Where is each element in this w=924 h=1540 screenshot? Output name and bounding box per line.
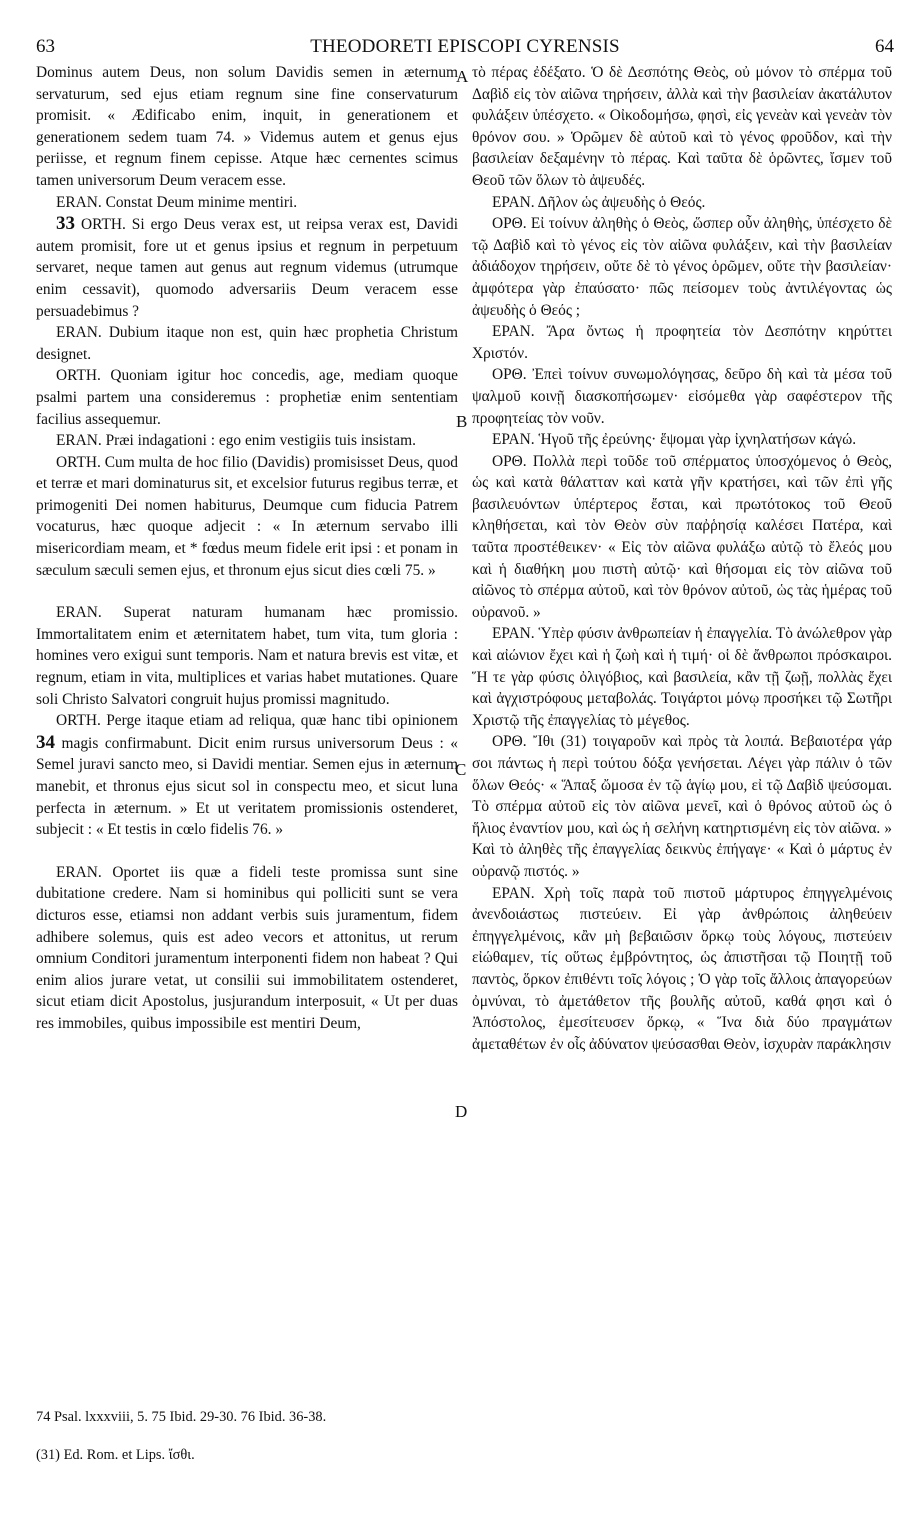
greek-paragraph: ΕΡΑΝ. Δῆλον ὡς ἀψευδὴς ὁ Θεός. (492, 193, 706, 211)
footnote-line: (31) Ed. Rom. et Lips. ἴσθι. (36, 1447, 195, 1463)
latin-paragraph: ERAN. Superat naturam humanam hæc promissio. Immortalitatem enim et æternitatem habet, tum vita, tum gloria : homines vero exigui sunt temporis. Nam et natura brevis est vitæ, et regnum, etiam in vita, multiplices et varias habet mutationes. Quare soli Christo Salvatori congruit hujus promissi magnitudo. (36, 604, 458, 708)
greek-paragraph: ΕΡΑΝ. Ἡγοῦ τῆς ἐρεύνης· ἕψομαι γὰρ ἰχνηλατήσων κάγώ. (492, 431, 857, 449)
footnotes (36, 1406, 906, 1466)
greek-paragraph: ΟΡΘ. Ἐπεὶ τοίνυν συνωμολόγησας, δεῦρο δὴ καὶ τὰ μέσα τοῦ ψαλμοῦ κοινῇ διασκοπήσωμεν· εἰσόμεθα γὰρ σαφέστερον τῆς προφητείας τὸν νοῦν. (472, 366, 892, 427)
greek-paragraph: ΕΡΑΝ. Ἄρα ὄντως ἡ προφητεία τὸν Δεσπότην κηρύττει Χριστόν. (472, 323, 892, 362)
greek-paragraph: ΟΡΘ. Πολλὰ περὶ τοῦδε τοῦ σπέρματος ὑποσχόμενος ὁ Θεὸς, ὡς καὶ κατὰ θάλατταν καὶ κατὰ γῆν κρατήσει, καὶ τῶν ἐπὶ γῆς βασιλευόντων ὑπέρτερος ἔσται, καὶ πρωτότοκος τοῦ Θεοῦ κληθήσεται, καὶ τὸν Θεὸν σὺν παῤῥησίᾳ καλέσει Πατέρα, καὶ ταῦτα προστέθεικεν· « Εἰς τὸν αἰῶνα φυλάξω αὐτῷ τὸ ἔλεός μου καὶ ἡ διαθήκη μου πιστὴ αὐτῷ· καὶ θήσομαι εἰς τὸν αἰῶνα τοῦ αἰῶνος τὸ σπέρμα αὐτοῦ, καὶ τὸν θρόνον αὐτοῦ, ὡς τὰς ἡμέρας τοῦ οὐρανοῦ. » (472, 452, 892, 621)
greek-paragraph: τὸ πέρας ἐδέξατο. Ὁ δὲ Δεσπότης Θεὸς, οὐ μόνον τὸ σπέρμα τοῦ Δαβὶδ εἰς τὸν αἰῶνα τηρήσειν, ἀλλὰ καὶ τὴν βασιλείαν ἀκατάλυτον φυλάξειν ὑπέσχετο. « Οἰκοδομήσω, φησὶ, εἰς γενεὰν καὶ γενεὰν τὸν θρόνον σου. » Ὁρῶμεν δὲ αὐτοῦ καὶ τὸ γένος φροῦδον, καὶ τὴν βασιλείαν δεξαμένην τὸ πέρας. Καὶ ταῦτα δὲ ὁρῶντες, ἴσμεν τοῦ Θεοῦ τῶν ὅλων τὸ ἀψευδές. (472, 64, 892, 189)
page-number-left: 63 (36, 36, 55, 57)
footnote-line: 74 Psal. lxxxviii, 5. 75 Ibid. 29-30. 76 Ibid. 36-38. (36, 1409, 327, 1425)
margin-letter-c: C (455, 760, 467, 779)
latin-paragraph: ERAN. Oportet iis quæ a fideli teste promissa sunt sine dubitatione credere. Nam si hominibus qui polliciti sunt se vera dicturos esse, etiamsi non addant verbis suis juramentum, fidem adhibere solemus, quis est adeo vecors et attonitus, ut rerum omnium Conditori juramentum interponenti fidem non habeat ? Qui enim alios jurare vetat, ut consilii sui immobilitatem ostenderet, sicut etiam dicit Apostolus, jusjurandum interposuit, « Ut per duas res immobiles, quibus impossibile est mentiri Deum, (36, 863, 458, 1032)
latin-column (36, 62, 458, 1398)
margin-letter-b: B (456, 412, 468, 431)
latin-paragraph: ORTH. Quoniam igitur hoc concedis, age, mediam quoque psalmi partem una consideremus : prophetiæ enim sententiam facilius assequemur. (36, 367, 458, 428)
greek-paragraph: ΟΡΘ. Ἴθι (31) τοιγαροῦν καὶ πρὸς τὰ λοιπά. Βεβαιοτέρα γάρ σοι πάντως ἡ περὶ τούτου δόξα γενήσεται. Λέγει γὰρ πάλιν ὁ τῶν ὅλων Θεός· « Ἅπαξ ὤμοσα ἐν τῷ ἁγίῳ μου, εἰ τῷ Δαβὶδ ψεύσομαι. Τὸ σπέρμα αὐτοῦ εἰς τὸν αἰῶνα μενεῖ, καὶ ὁ θρόνος αὐτοῦ ὡς ὁ ἥλιος ἐναντίον μου, καὶ ὡς ἡ σελήνη κατηρτισμένη εἰς τὸν αἰῶνα. » Καὶ τὸ ἀληθὲς τῆς ἐπαγγελίας δεικνὺς ἐπήγαγε· « Καὶ ὁ μάρτυς ἐν οὐρανῷ πιστός. » (472, 733, 892, 880)
margin-letter-a: A (456, 67, 469, 86)
latin-paragraph-text: ORTH. Perge itaque etiam ad reliqua, quæ hanc tibi opinionem (56, 712, 458, 730)
section-number: 34 (36, 731, 55, 753)
latin-paragraph: ERAN. Constat Deum minime mentiri. (56, 193, 298, 211)
spacer (36, 841, 458, 862)
greek-paragraph: ΕΡΑΝ. Χρὴ τοῖς παρὰ τοῦ πιστοῦ μάρτυρος ἐπηγγελμένοις ἀνενδοιάστως πιστεύειν. Εἰ γὰρ ἀνθρώποις ἀληθεύειν ἐπηγγελμένοις, κἂν μὴ βεβαιῶσιν ὅρκῳ τοὺς λόγους, πιστεύειν εἰώθαμεν, τίς οὕτως ἐμβρόντητος, ὡς ἀπιστῆσαι τῷ Ποιητῇ τοῦ παντὸς, ὅρκον ἐπιθέντι τοῖς λόγοις ; Ὁ γὰρ τοῖς ἄλλοις ἀπαγορεύων ὀμνύναι, τὸ ἀμετάθετον τῆς βουλῆς αὐτοῦ, καθά φησι καὶ ὁ Ἀπόστολος, ἐμεσίτευσεν ὅρκῳ, « Ἵνα διὰ δύο πραγμάτων ἀμεταθέτων ἐν οἷς ἀδύνατον ψεύσασθαι Θεὸν, ἰσχυρὰν παράκλησιν (472, 884, 892, 1053)
latin-paragraph: ERAN. Præi indagationi : ego enim vestigiis tuis insistam. (56, 432, 416, 450)
latin-paragraph: ERAN. Dubium itaque non est, quin hæc prophetia Christum designet. (36, 324, 458, 363)
margin-letter-d: D (455, 1102, 468, 1121)
latin-paragraph: Dominus autem Deus, non solum Davidis semen in æternum servaturum, sed ejus etiam regnum sine fine conservaturum promisit. « Ædificabo enim, inquit, in generationem et generationem sedem tuam 74. » Videmus autem et genus ejus periisse, et regnum finem cepisse. Atque hæc cernentes scimus tamen universorum Deum veracem esse. (36, 64, 458, 189)
latin-paragraph (36, 213, 458, 322)
latin-paragraph-text: magis confirmabunt. Dicit enim rursus universorum Deus : « Semel juravi sancto meo, si Davidi mentiar. Semen ejus in æternum manebit, et thronus ejus sicut sol in conspectu meo, et sicut luna perfecta in æternum. » Et ut veritatem promissionis ostenderet, subjecit : « Et testis in cœlo fidelis 76. » (36, 734, 458, 839)
section-number: 33 (56, 213, 75, 235)
latin-paragraph: ORTH. Cum multa de hoc filio (Davidis) promisisset Deus, quod et terræ et mari dominaturus sit, et excelsior futurus regibus terræ, et primogeniti Dei nomen habiturus, Deumque cum fiducia Patrem vocaturus, hæc quoque adjecit : « In æternum servabo illi misericordiam meam, et * fœdus meum fidele erit ipsi : et ponam in sæculum sæculi semen ejus, et thronum ejus sicut dies cœli 75. » (36, 453, 458, 579)
spacer (36, 581, 458, 602)
greek-paragraph: ΟΡΘ. Εἰ τοίνυν ἀληθὴς ὁ Θεὸς, ὥσπερ οὖν ἀληθὴς, ὑπέσχετο δὲ τῷ Δαβὶδ καὶ τὸ γένος εἰς τὸν αἰῶνα φυλάξειν, καὶ τὴν βασιλείαν ἀδιάδοχον τηρήσειν, οὔτε δὲ τὸ γένος ὁρῶμεν, οὔτε τὴν βασιλείαν· ἀμφότερα γὰρ ἐπαύσατο· πῶς πείσομεν τοὺς ἀντιλέγοντας ὡς ἀψευδὴς ὁ Θεός ; (472, 215, 892, 319)
page-number-right: 64 (875, 36, 894, 57)
greek-paragraph: ΕΡΑΝ. Ὑπὲρ φύσιν ἀνθρωπείαν ἡ ἐπαγγελία. Τὸ ἀνώλεθρον γὰρ καὶ αἰώνιον ἔχει καὶ ἡ ζωὴ καὶ ἡ τιμή· οἱ δὲ ἄνθρωποι πρόσκαιροι. Ἥ τε γὰρ φύσις ὀλιγόβιος, καὶ βασιλεία, κἂν τῇ ζωῇ, πολλὰς ἔχει καὶ ἀγχιστρόφους μεταβολάς. Τοιγάρτοι μόνῳ προσήκει τῷ Σωτῆρι Χριστῷ τῆς ἐπαγγελίας τὸ μέγεθος. (472, 625, 892, 729)
latin-paragraph-text: ORTH. Si ergo Deus verax est, ut reipsa verax est, Davidi autem promisit, fore ut et genus ipsius et regnum in perpetuum servaret, neque tamen aut genus aut regnum videmus (utrumque enim cessavit), quomodo adversariis Deum veracem esse persuadebimus ? (36, 216, 458, 320)
running-header (36, 36, 894, 62)
running-title: THEODORETI EPISCOPI CYRENSIS (310, 36, 620, 57)
greek-column (472, 62, 892, 1398)
latin-paragraph (36, 710, 458, 841)
